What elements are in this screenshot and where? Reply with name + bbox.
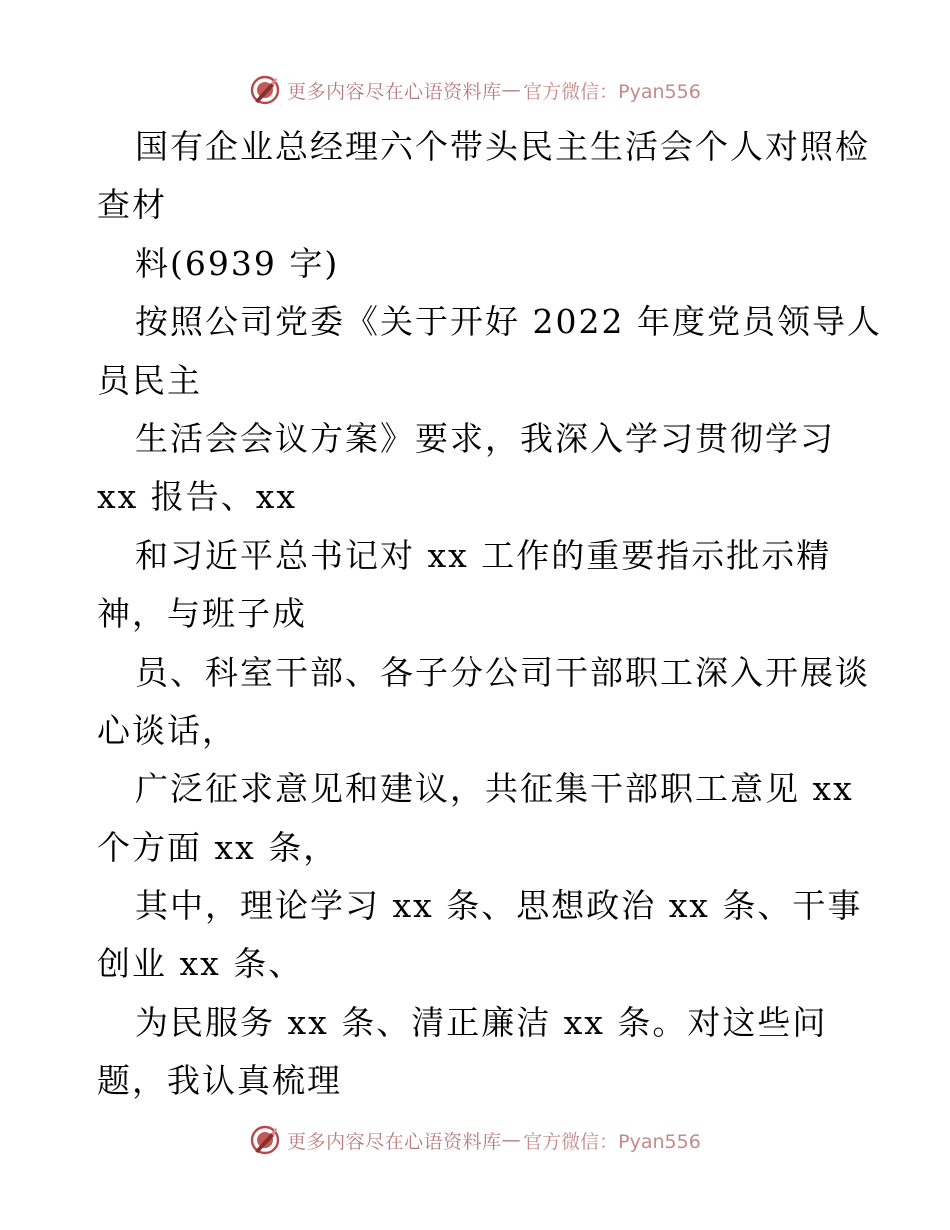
doc-line: 按照公司党委《关于开好 2022 年度党员领导人 (135, 302, 882, 342)
header-watermark (0, 70, 950, 110)
doc-line: 国有企业总经理六个带头民主生活会个人对照检 (135, 127, 870, 166)
watermark-separator: — (501, 1129, 522, 1151)
quill-seal-icon (249, 1124, 281, 1156)
doc-line: xx 报告、xx (97, 477, 297, 517)
doc-line: 员民主 (97, 360, 202, 400)
doc-line: 题，我认真梳理 (97, 1061, 342, 1101)
watermark-contact: 官方微信：Pyan556 (523, 1130, 701, 1153)
watermark-text: 更多内容尽在心语资料库 (287, 1130, 502, 1153)
doc-line: 其中，理论学习 xx 条、思想政治 xx 条、干事 (135, 886, 863, 926)
doc-line: 心谈话， (97, 710, 237, 750)
doc-line: 和习近平总书记对 xx 工作的重要指示批示精 (135, 535, 832, 575)
watermark-text: 更多内容尽在心语资料库 (287, 80, 502, 103)
doc-line: 神，与班子成 (97, 594, 307, 634)
doc-line: 生活会会议方案》要求，我深入学习贯彻学习 (135, 418, 835, 458)
watermark-contact: 官方微信：Pyan556 (523, 80, 701, 103)
watermark-separator: — (501, 79, 522, 101)
quill-seal-icon (249, 74, 281, 106)
doc-line: 广泛征求意见和建议，共征集干部职工意见 xx (135, 769, 854, 809)
doc-line: 查材 (97, 185, 167, 225)
doc-line: 员、科室干部、各子分公司干部职工深入开展谈 (135, 652, 870, 692)
doc-line: 料(6939 字) (135, 243, 340, 283)
doc-line: 为民服务 xx 条、清正廉洁 xx 条。对这些问 (135, 1002, 828, 1042)
footer-watermark (0, 1120, 950, 1160)
doc-line: 个方面 xx 条， (97, 827, 339, 867)
doc-line: 创业 xx 条、 (97, 944, 304, 984)
document-body (97, 118, 882, 1111)
